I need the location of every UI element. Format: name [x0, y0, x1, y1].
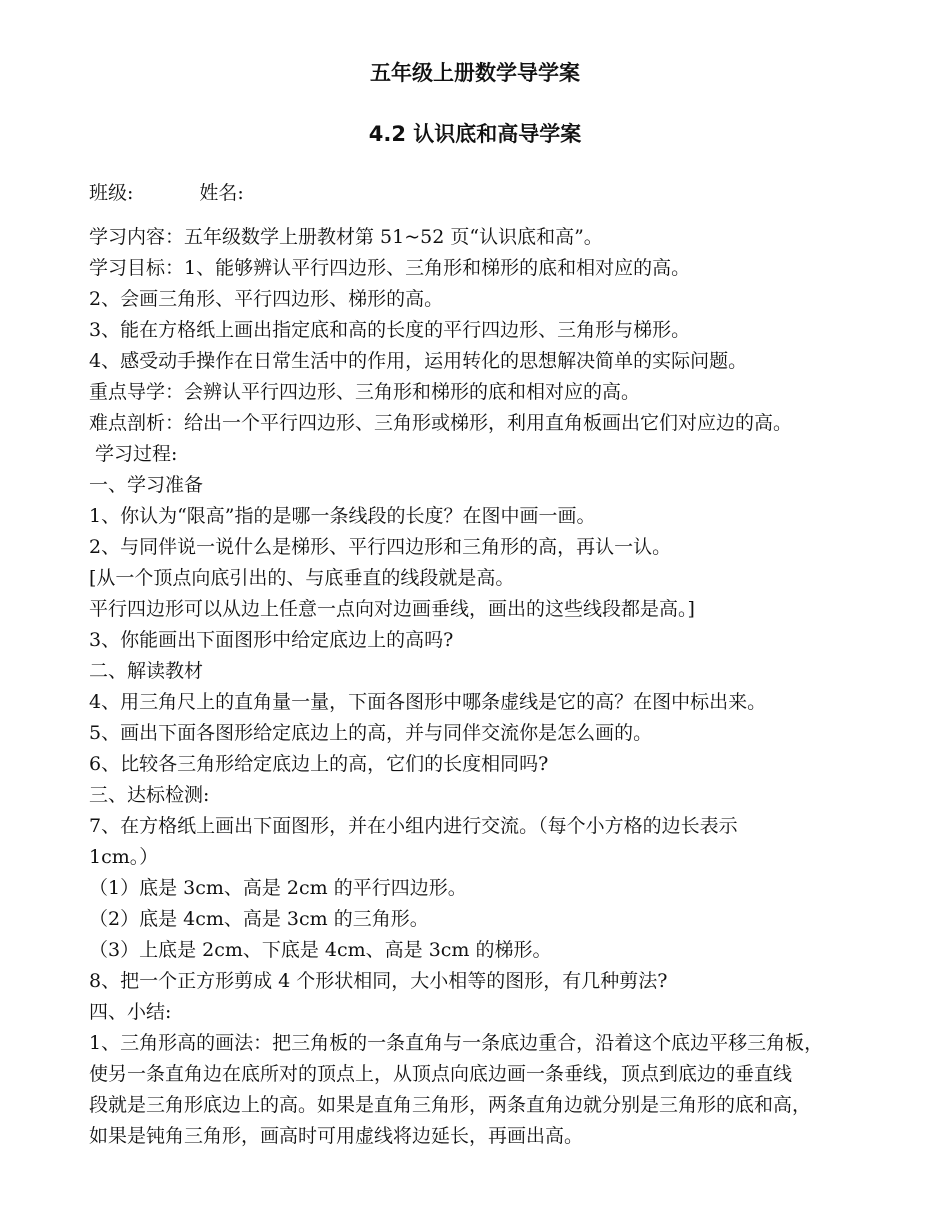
text-line: 1、你认为“限高”指的是哪一条线段的长度？在图中画一画。: [89, 505, 596, 527]
text-line: 5、画出下面各图形给定底边上的高，并与同伴交流你是怎么画的。: [89, 722, 653, 744]
list-item: （2）底是 4cm、高是 3cm 的三角形。: [89, 908, 429, 930]
text-line: 3、能在方格纸上画出指定底和高的长度的平行四边形、三角形与梯形。: [89, 319, 691, 341]
text-line: 难点剖析：给出一个平行四边形、三角形或梯形，利用直角板画出它们对应边的高。: [89, 412, 793, 434]
text-line: 1cm。）: [89, 846, 159, 868]
summary-line: 段就是三角形底边上的高。如果是直角三角形，两条直角边就分别是三角形的底和高，: [89, 1094, 812, 1116]
document-subtitle: 4.2 认识底和高导学案: [368, 122, 582, 146]
document-body: [89, 222, 919, 1152]
text-line: 2、会画三角形、平行四边形、梯形的高。: [89, 288, 444, 310]
list-item: （1）底是 3cm、高是 2cm 的平行四边形。: [89, 877, 467, 899]
text-line: 3、你能画出下面图形中给定底边上的高吗?: [89, 629, 454, 651]
text-line: 8、把一个正方形剪成 4 个形状相同，大小相等的图形，有几种剪法?: [89, 970, 668, 992]
text-line: 4、感受动手操作在日常生活中的作用，运用转化的思想解决简单的实际问题。: [89, 350, 748, 372]
class-label: 班级:: [89, 182, 134, 204]
text-line: 6、比较各三角形给定底边上的高，它们的长度相同吗?: [89, 753, 549, 775]
text-line: 7、在方格纸上画出下面图形，并在小组内进行交流。（每个小方格的边长表示: [89, 815, 738, 837]
section-heading: 学习过程:: [89, 443, 178, 465]
document-title: 五年级上册数学导学案: [370, 61, 580, 85]
section-heading: 二、解读教材: [89, 660, 204, 682]
student-info-row: [89, 178, 244, 208]
summary-line: 如果是钝角三角形，画高时可用虚线将边延长，再画出高。: [89, 1125, 584, 1147]
section-heading: 四、小结:: [89, 1001, 172, 1023]
text-line: 2、与同伴说一说什么是梯形、平行四边形和三角形的高，再认一认。: [89, 536, 672, 558]
name-label: 姓名:: [199, 182, 244, 204]
text-line: 4、用三角尺上的直角量一量，下面各图形中哪条虚线是它的高？在图中标出来。: [89, 691, 767, 713]
summary-line: 1、三角形高的画法：把三角板的一条直角与一条底边重合，沿着这个底边平移三角板，: [89, 1032, 824, 1054]
section-heading: 三、达标检测:: [89, 784, 210, 806]
list-item: （3）上底是 2cm、下底是 4cm、高是 3cm 的梯形。: [89, 939, 552, 961]
text-line: 重点导学：会辨认平行四边形、三角形和梯形的底和相对应的高。: [89, 381, 641, 403]
section-heading: 一、学习准备: [89, 474, 204, 496]
text-line: 学习目标：1、能够辨认平行四边形、三角形和梯形的底和相对应的高。: [89, 257, 691, 279]
text-line: [从一个顶点向底引出的、与底垂直的线段就是高。: [89, 567, 515, 589]
text-line: 平行四边形可以从边上任意一点向对边画垂线，画出的这些线段都是高。]: [89, 598, 695, 620]
summary-line: 使另一条直角边在底所对的顶点上，从顶点向底边画一条垂线，顶点到底边的垂直线: [89, 1063, 793, 1085]
text-line: 学习内容：五年级数学上册教材第 51~52 页“认识底和高”。: [89, 226, 603, 248]
